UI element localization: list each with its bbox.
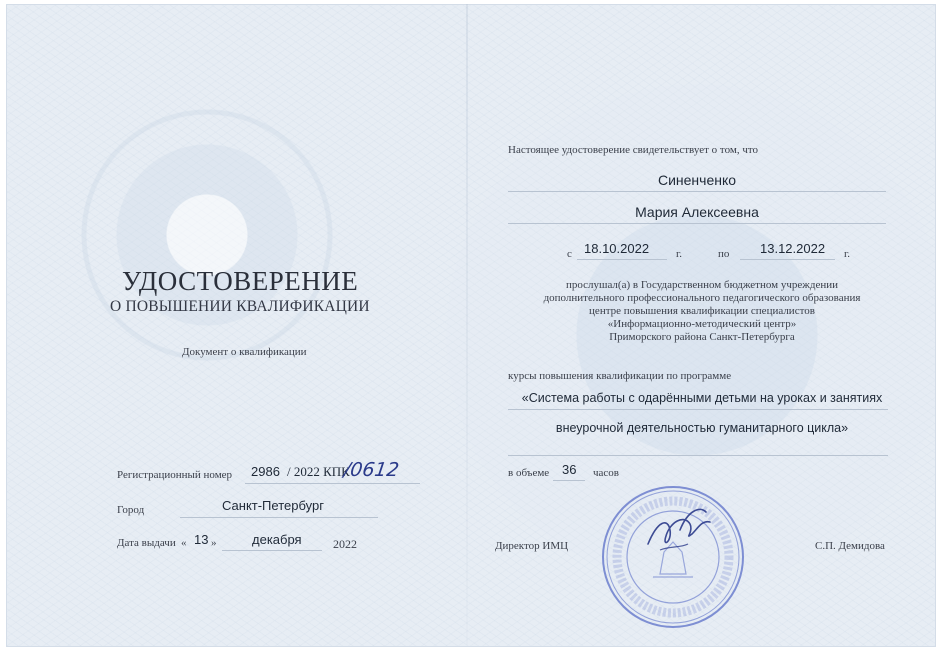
issue-date-year: 2022 xyxy=(333,537,357,551)
certificate-subtitle: О ПОВЫШЕНИИ КВАЛИФИКАЦИИ xyxy=(110,298,370,315)
course-title-line-2: внеурочной деятельностью гуманитарного цикла» xyxy=(555,421,849,435)
institution-line-2: дополнительного профессионального педагогического образования xyxy=(543,292,861,304)
course-label: курсы повышения квалификации по программе xyxy=(508,370,732,382)
course-line-2-underline xyxy=(508,455,888,456)
institution-line-1: прослушал(а) в Государственном бюджетном учреждении xyxy=(565,279,839,291)
city-label: Город xyxy=(117,504,145,516)
institution-line-5: Приморского района Санкт-Петербурга xyxy=(609,331,795,343)
reg-number-label: Регистрационный номер xyxy=(117,469,233,481)
issue-date-open-quote: « xyxy=(181,537,187,549)
course-title-line-1: «Система работы с одарёнными детьми на уроках и занятиях xyxy=(521,391,883,405)
issue-date-month: декабря xyxy=(252,532,302,547)
institution-line-4: «Информационно-методический центр» xyxy=(607,318,797,330)
volume-underline xyxy=(553,480,585,481)
reg-number-handwritten: /0612 xyxy=(342,459,401,481)
reg-number-suffix: / 2022 КПК xyxy=(287,464,350,479)
surname-underline xyxy=(508,191,886,192)
hours-label: часов xyxy=(593,467,619,479)
year-abbr-1: г. xyxy=(676,248,683,260)
from-date: 18.10.2022 xyxy=(584,241,650,256)
city-value: Санкт-Петербург xyxy=(222,498,324,513)
city-underline xyxy=(180,517,378,518)
director-name: С.П. Демидова xyxy=(815,540,885,552)
from-label: с xyxy=(567,248,572,260)
volume-label: в объеме xyxy=(508,467,550,479)
director-signature xyxy=(640,500,730,560)
issue-date-underline xyxy=(222,550,322,551)
reg-number-value: 2986 xyxy=(251,464,280,479)
recipient-name: Мария Алексеевна xyxy=(635,204,759,220)
certificate-title: УДОСТОВЕРЕНИЕ xyxy=(122,266,359,296)
reg-number-underline xyxy=(245,483,420,484)
year-abbr-2: г. xyxy=(844,248,851,260)
document-type: Документ о квалификации xyxy=(182,346,307,358)
fold-line xyxy=(466,4,468,645)
issue-date-close-quote: » xyxy=(211,537,217,549)
to-date: 13.12.2022 xyxy=(760,241,826,256)
institution-line-3: центре повышения квалификации специалистов xyxy=(589,305,815,317)
volume-hours: 36 xyxy=(562,462,577,477)
director-label: Директор ИМЦ xyxy=(495,540,569,552)
intro-text: Настоящее удостоверение свидетельствует о том, что xyxy=(508,144,759,156)
name-underline xyxy=(508,223,886,224)
recipient-surname: Синенченко xyxy=(657,172,737,188)
issue-date-day: 13 xyxy=(194,532,209,547)
to-label: по xyxy=(718,248,730,260)
to-date-underline xyxy=(740,259,835,260)
issue-date-label: Дата выдачи xyxy=(117,537,176,549)
course-line-1-underline xyxy=(508,409,888,410)
from-date-underline xyxy=(577,259,667,260)
